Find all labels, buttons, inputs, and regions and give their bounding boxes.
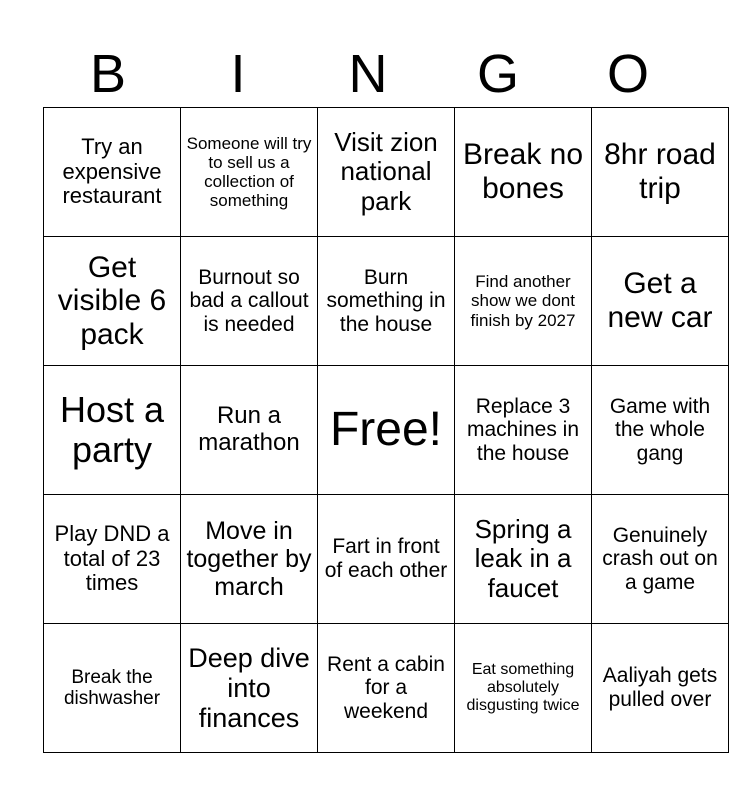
bingo-cell[interactable]: Get visible 6 pack	[44, 237, 181, 366]
bingo-cell[interactable]: Burnout so bad a callout is needed	[181, 237, 318, 366]
bingo-cell[interactable]: Genuinely crash out on a game	[592, 495, 729, 624]
board-row	[44, 108, 729, 237]
bingo-cell[interactable]: Play DND a total of 23 times	[44, 495, 181, 624]
bingo-cell[interactable]: Eat something absolutely disgusting twice	[455, 624, 592, 753]
bingo-header	[43, 40, 693, 108]
bingo-cell[interactable]: Aaliyah gets pulled over	[592, 624, 729, 753]
bingo-cell[interactable]: Break no bones	[455, 108, 592, 237]
header-letter-i: I	[230, 44, 246, 104]
bingo-cell[interactable]: 8hr road trip	[592, 108, 729, 237]
header-letter-o: O	[606, 44, 649, 104]
header-letter-n: N	[348, 44, 388, 104]
bingo-cell[interactable]: Find another show we dont finish by 2027	[455, 237, 592, 366]
header-letter-b: B	[89, 44, 127, 104]
bingo-cell[interactable]: Burn something in the house	[318, 237, 455, 366]
bingo-cell[interactable]: Replace 3 machines in the house	[455, 366, 592, 495]
header-letter-g: G	[476, 44, 519, 104]
board-row	[44, 624, 729, 753]
free-space-cell[interactable]: Run a marathon	[181, 366, 318, 495]
bingo-cell[interactable]: Break the dishwasher	[44, 624, 181, 753]
bingo-cell[interactable]: Free!	[318, 366, 455, 495]
board-row	[44, 495, 729, 624]
bingo-cell[interactable]: Game with the whole gang	[592, 366, 729, 495]
bingo-cell[interactable]: Someone will try to sell us a collection of something	[181, 108, 318, 237]
board-row	[44, 237, 729, 366]
bingo-cell[interactable]: Rent a cabin for a weekend	[318, 624, 455, 753]
bingo-cell[interactable]: Move in together by march	[181, 495, 318, 624]
bingo-cell[interactable]: Get a new car	[592, 237, 729, 366]
bingo-cell[interactable]: Host a party	[44, 366, 181, 495]
bingo-cell[interactable]: Try an expensive restaurant	[44, 108, 181, 237]
board-row	[44, 366, 729, 495]
bingo-board	[43, 107, 729, 753]
bingo-cell[interactable]: Fart in front of each other	[318, 495, 455, 624]
bingo-cell[interactable]: Deep dive into finances	[181, 624, 318, 753]
bingo-cell[interactable]: Spring a leak in a faucet	[455, 495, 592, 624]
bingo-cell[interactable]: Visit zion national park	[318, 108, 455, 237]
